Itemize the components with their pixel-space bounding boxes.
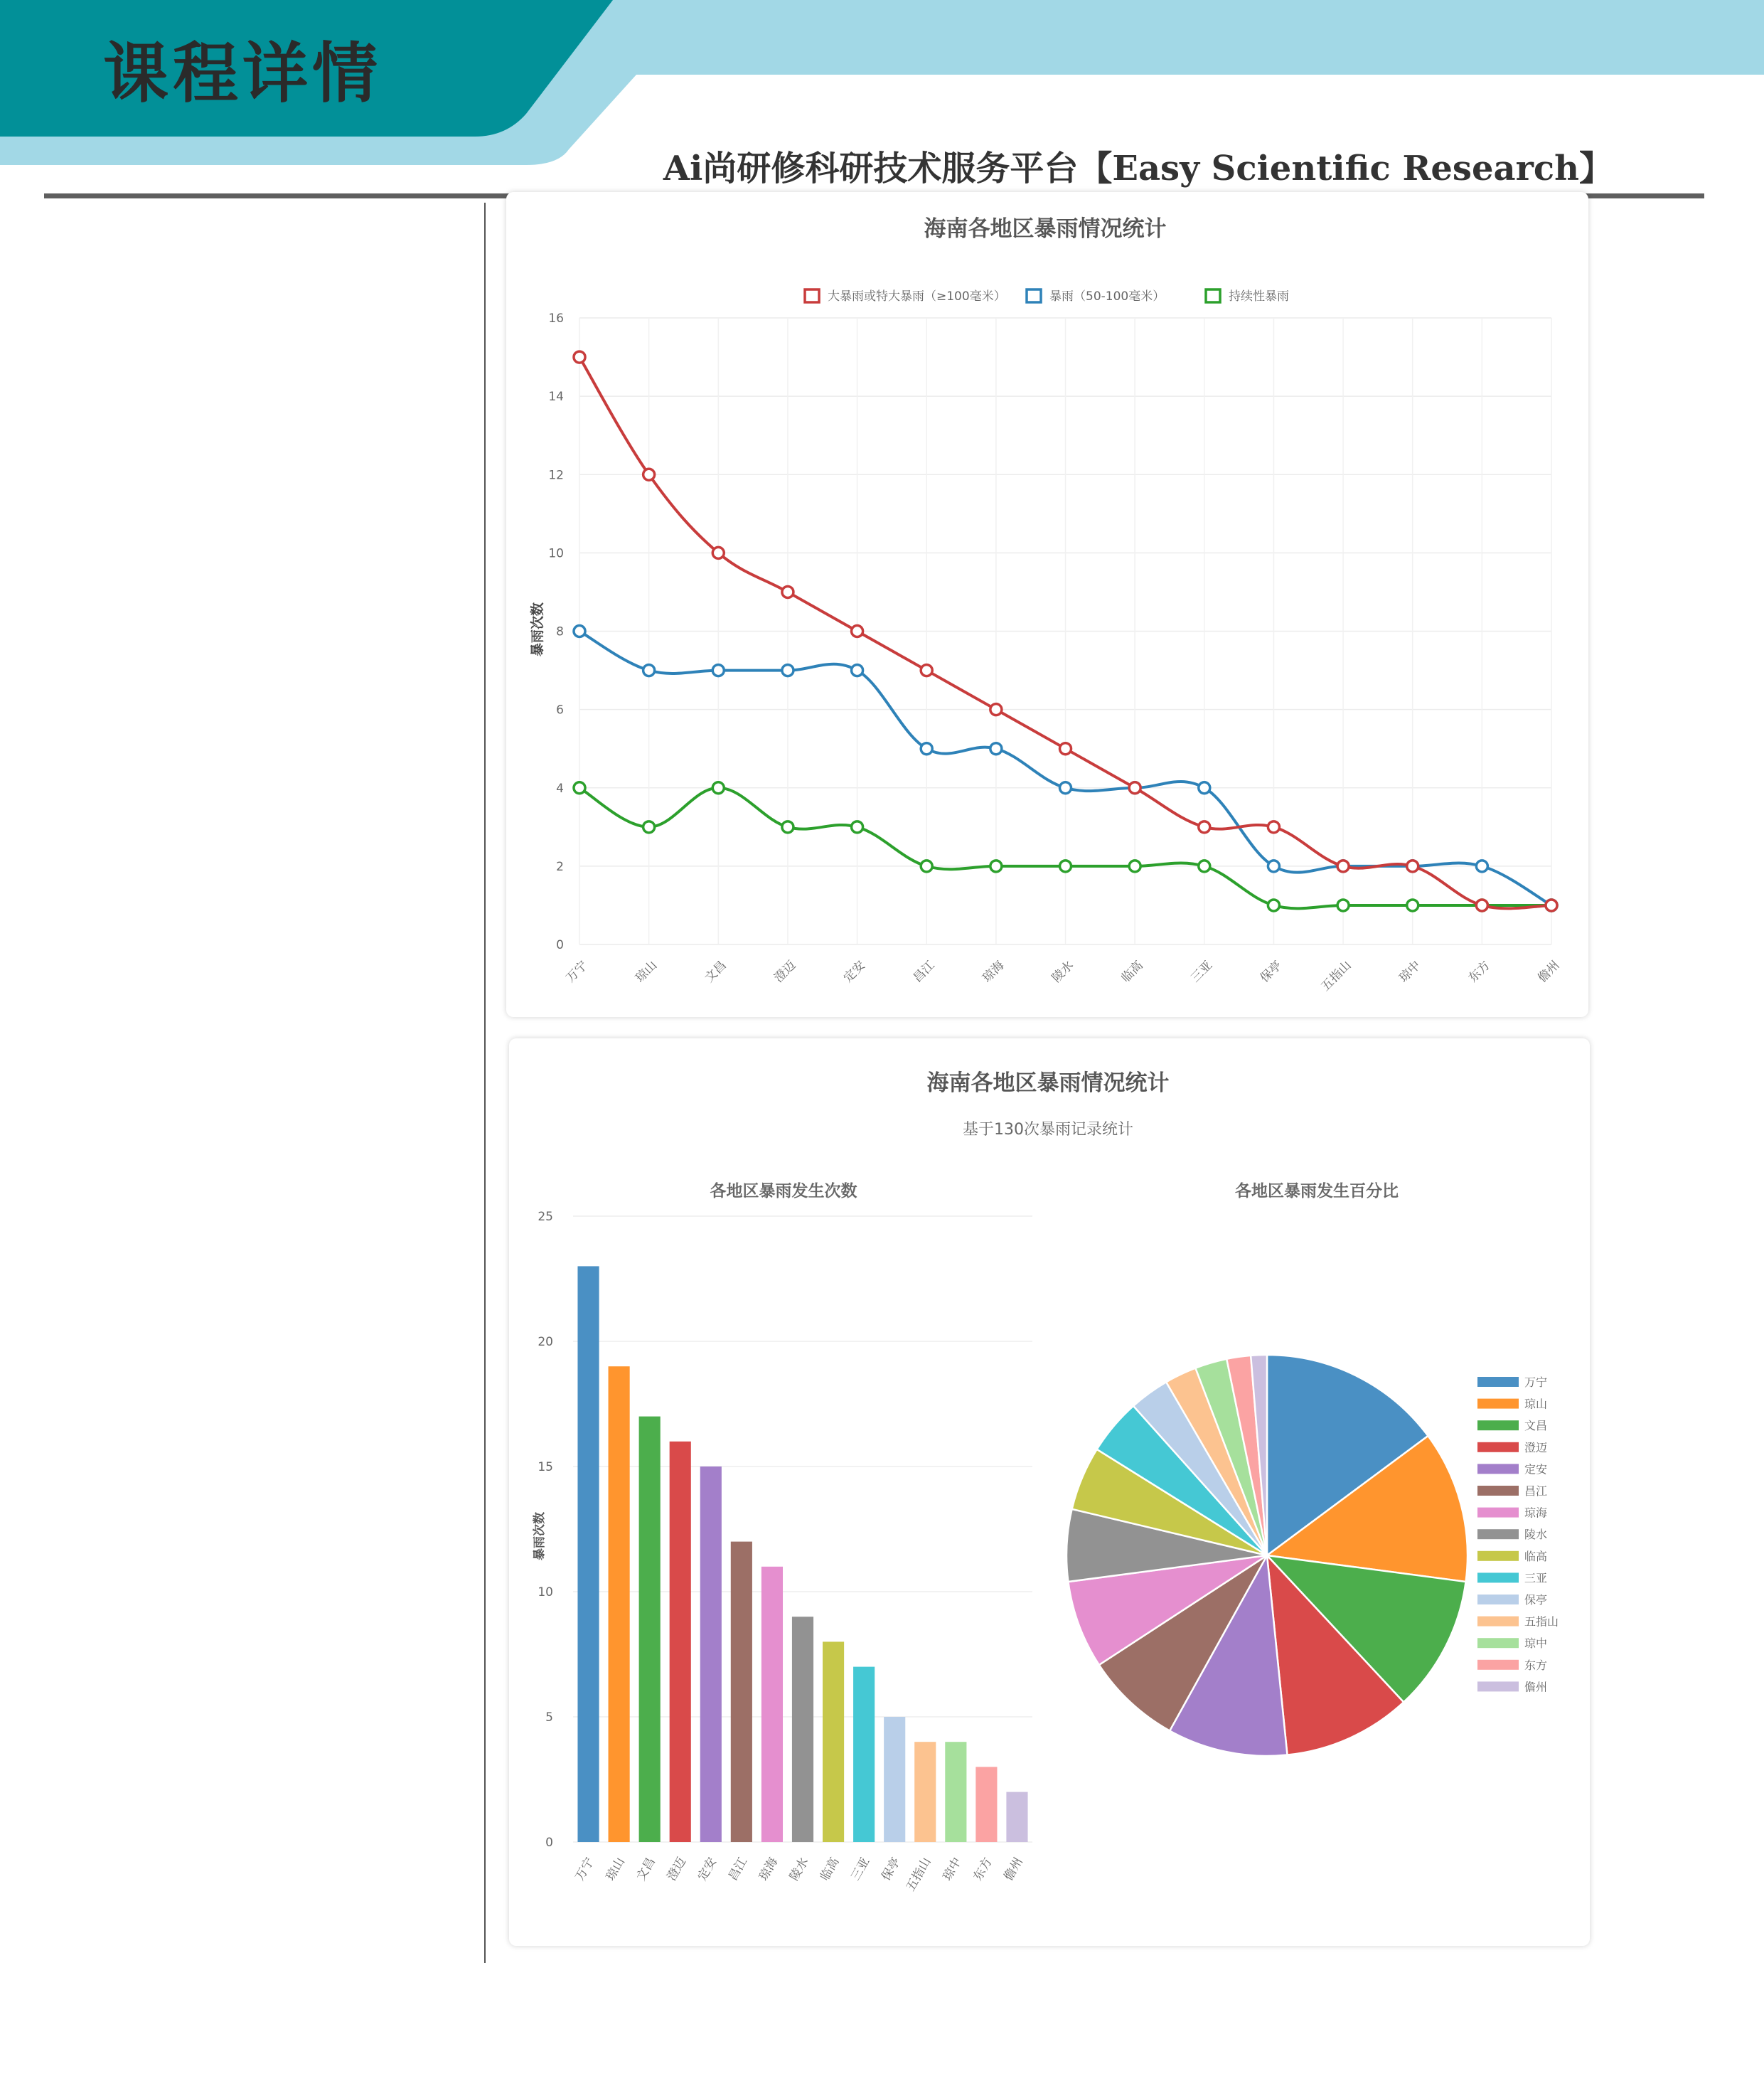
line-data-point (782, 586, 793, 597)
line-y-tick-label: 6 (556, 703, 564, 718)
line-data-point (1268, 821, 1279, 833)
bar (853, 1667, 875, 1842)
line-data-point (782, 821, 793, 833)
pie-legend-swatch (1477, 1464, 1519, 1474)
line-x-tick-label: 琼中 (1396, 958, 1424, 986)
bar-chart-ylabel: 暴雨次数 (533, 1512, 547, 1560)
line-legend-swatch (1027, 289, 1041, 302)
line-data-point (1268, 900, 1279, 911)
line-x-tick-label: 儋州 (1535, 958, 1563, 986)
line-x-tick-label: 文昌 (702, 958, 729, 986)
line-legend-label: 大暴雨或特大暴雨（≥100毫米） (828, 289, 1006, 304)
pie-legend-label: 定安 (1524, 1462, 1548, 1476)
line-data-point (1337, 900, 1349, 911)
line-y-tick-label: 0 (556, 938, 564, 952)
line-legend-swatch (1206, 289, 1220, 302)
line-y-tick-label: 2 (556, 859, 564, 874)
bar (884, 1717, 905, 1842)
pie-chart-legend (1477, 1375, 1559, 1693)
line-x-tick-label: 三亚 (1188, 958, 1216, 986)
line-chart-card (506, 192, 1588, 1017)
bar-x-tick-label: 临高 (818, 1855, 843, 1883)
line-data-point (921, 665, 932, 676)
pie-legend-swatch (1477, 1377, 1519, 1387)
line-x-tick-label: 万宁 (563, 958, 591, 986)
bar-y-tick-label: 10 (538, 1585, 553, 1599)
line-x-tick-label: 陵水 (1049, 958, 1077, 986)
bar-x-tick-label: 保亭 (879, 1855, 904, 1883)
line-data-point (1407, 861, 1418, 872)
line-y-tick-label: 4 (556, 781, 564, 796)
bar-chart-title: 各地区暴雨发生次数 (710, 1182, 857, 1201)
line-x-tick-label: 东方 (1465, 958, 1493, 986)
pie-legend-label: 澄迈 (1524, 1440, 1548, 1454)
bar-y-tick-label: 0 (545, 1836, 553, 1850)
line-data-point (712, 782, 724, 794)
bar-x-tick-label: 五指山 (903, 1855, 934, 1894)
bar-x-tick-label: 琼中 (940, 1855, 965, 1883)
bar (945, 1742, 966, 1842)
bar-x-tick-label: 定安 (695, 1855, 720, 1883)
line-chart (506, 192, 1588, 1017)
line-x-tick-label: 临高 (1118, 958, 1146, 986)
line-data-point (574, 626, 585, 637)
platform-subtitle: Ai尚研修科研技术服务平台【Easy Scientific Research】 (663, 149, 1613, 188)
bar (639, 1417, 661, 1842)
line-data-point (921, 743, 932, 755)
bar (731, 1542, 752, 1842)
pie-legend-label: 琼山 (1524, 1397, 1548, 1411)
bar-x-tick-label: 万宁 (572, 1855, 597, 1883)
line-data-point (1060, 743, 1071, 755)
line-x-tick-label: 澄迈 (771, 958, 799, 986)
line-data-point (643, 665, 655, 676)
line-x-tick-label: 保亭 (1257, 958, 1285, 986)
line-chart-legend (805, 289, 1289, 304)
line-data-point (643, 821, 655, 833)
pie-legend-swatch (1477, 1420, 1519, 1430)
pie-legend-label: 五指山 (1524, 1614, 1559, 1629)
pie-legend-swatch (1477, 1399, 1519, 1409)
bar-x-tick-label: 昌江 (725, 1855, 751, 1883)
line-data-point (643, 469, 655, 480)
pie-chart-title: 各地区暴雨发生百分比 (1235, 1182, 1399, 1201)
line-data-point (1199, 861, 1210, 872)
pie-legend-swatch (1477, 1681, 1519, 1691)
line-legend-label: 暴雨（50-100毫米） (1049, 289, 1165, 304)
line-data-point (712, 547, 724, 558)
figure-subtitle: 基于130次暴雨记录统计 (963, 1121, 1133, 1139)
line-data-point (1407, 900, 1418, 911)
pie-legend-swatch (1477, 1529, 1519, 1539)
line-data-point (990, 743, 1002, 755)
bar-chart-bars (577, 1266, 1027, 1842)
pie-legend-label: 琼中 (1524, 1636, 1548, 1651)
bar-x-tick-label: 三亚 (848, 1855, 873, 1883)
pie-legend-label: 临高 (1524, 1549, 1548, 1563)
line-x-tick-label: 琼海 (980, 958, 1007, 986)
line-legend-swatch (805, 289, 819, 302)
line-data-point (1199, 821, 1210, 833)
bar (577, 1266, 599, 1842)
pie-legend-swatch (1477, 1617, 1519, 1627)
line-y-tick-label: 14 (548, 390, 564, 405)
pie-legend-swatch (1477, 1508, 1519, 1518)
line-y-tick-label: 8 (556, 624, 564, 639)
line-chart-grid (579, 318, 1551, 944)
bar (670, 1442, 691, 1842)
pie-legend-swatch (1477, 1638, 1519, 1648)
line-data-point (574, 782, 585, 794)
bar-y-tick-label: 20 (538, 1335, 553, 1349)
bar-x-tick-label: 儋州 (1001, 1855, 1026, 1883)
bar-pie-figure (509, 1038, 1590, 1946)
line-y-tick-label: 16 (548, 312, 564, 326)
bar (823, 1641, 844, 1842)
line-x-tick-label: 五指山 (1318, 958, 1354, 994)
pie-legend-swatch (1477, 1442, 1519, 1452)
line-data-point (852, 665, 863, 676)
line-data-point (1060, 861, 1071, 872)
bar-y-tick-label: 25 (538, 1210, 553, 1224)
line-x-tick-label: 定安 (840, 958, 869, 986)
bar (792, 1617, 813, 1842)
pie-chart (1067, 1355, 1468, 1756)
bar-chart-x-ticks (573, 1856, 1026, 1894)
line-data-point (782, 665, 793, 676)
line-legend-label: 持续性暴雨 (1229, 289, 1289, 304)
pie-legend-label: 万宁 (1524, 1375, 1548, 1389)
bar (1006, 1792, 1027, 1842)
pie-legend-label: 昌江 (1524, 1484, 1548, 1498)
line-chart-ylabel: 暴雨次数 (530, 602, 545, 657)
pie-legend-swatch (1477, 1660, 1519, 1670)
line-data-point (1546, 900, 1557, 911)
line-x-tick-label: 昌江 (910, 958, 938, 986)
pie-legend-label: 三亚 (1524, 1571, 1548, 1585)
bar (609, 1366, 630, 1842)
pie-legend-label: 琼海 (1524, 1506, 1548, 1520)
bar (700, 1466, 722, 1842)
bar-x-tick-label: 琼山 (603, 1855, 628, 1883)
line-x-tick-label: 琼山 (632, 958, 661, 986)
pie-legend-label: 文昌 (1524, 1419, 1548, 1433)
line-data-point (990, 704, 1002, 715)
bar-pie-card (509, 1038, 1590, 1946)
line-data-point (574, 351, 585, 363)
line-chart-y-ticks (548, 312, 564, 952)
line-data-point (712, 665, 724, 676)
pie-legend-label: 保亭 (1524, 1593, 1548, 1607)
bar-x-tick-label: 琼海 (756, 1855, 781, 1883)
bar-y-tick-label: 15 (538, 1460, 553, 1474)
line-data-point (921, 861, 932, 872)
pie-legend-swatch (1477, 1595, 1519, 1604)
line-data-point (1476, 900, 1487, 911)
pie-legend-label: 东方 (1524, 1658, 1548, 1672)
line-data-point (990, 861, 1002, 872)
bar-x-tick-label: 东方 (971, 1855, 995, 1883)
line-data-point (1129, 861, 1140, 872)
line-y-tick-label: 12 (548, 468, 564, 483)
line-data-point (852, 626, 863, 637)
bar-y-tick-label: 5 (545, 1710, 553, 1725)
line-data-point (1337, 861, 1349, 872)
bar-x-tick-label: 文昌 (634, 1855, 658, 1883)
line-data-point (1199, 782, 1210, 794)
pie-legend-swatch (1477, 1572, 1519, 1582)
bar (761, 1567, 783, 1842)
bar (975, 1767, 997, 1842)
line-chart-title: 海南各地区暴雨情况统计 (924, 216, 1167, 242)
line-data-point (1129, 782, 1140, 794)
left-margin-line (484, 203, 486, 1963)
pie-legend-label: 陵水 (1524, 1528, 1548, 1542)
bar-x-tick-label: 陵水 (787, 1855, 812, 1883)
line-data-point (1060, 782, 1071, 794)
line-y-tick-label: 10 (548, 546, 564, 561)
line-chart-x-ticks (563, 958, 1562, 994)
line-data-point (1476, 861, 1487, 872)
pie-legend-swatch (1477, 1486, 1519, 1496)
pie-legend-swatch (1477, 1551, 1519, 1561)
pie-legend-label: 儋州 (1524, 1680, 1548, 1694)
bar (914, 1742, 936, 1842)
line-data-point (1268, 861, 1279, 872)
page-title: 课程详情 (103, 36, 383, 112)
figure-title: 海南各地区暴雨情况统计 (926, 1070, 1170, 1096)
line-data-point (852, 821, 863, 833)
bar-x-tick-label: 澄迈 (664, 1855, 690, 1883)
